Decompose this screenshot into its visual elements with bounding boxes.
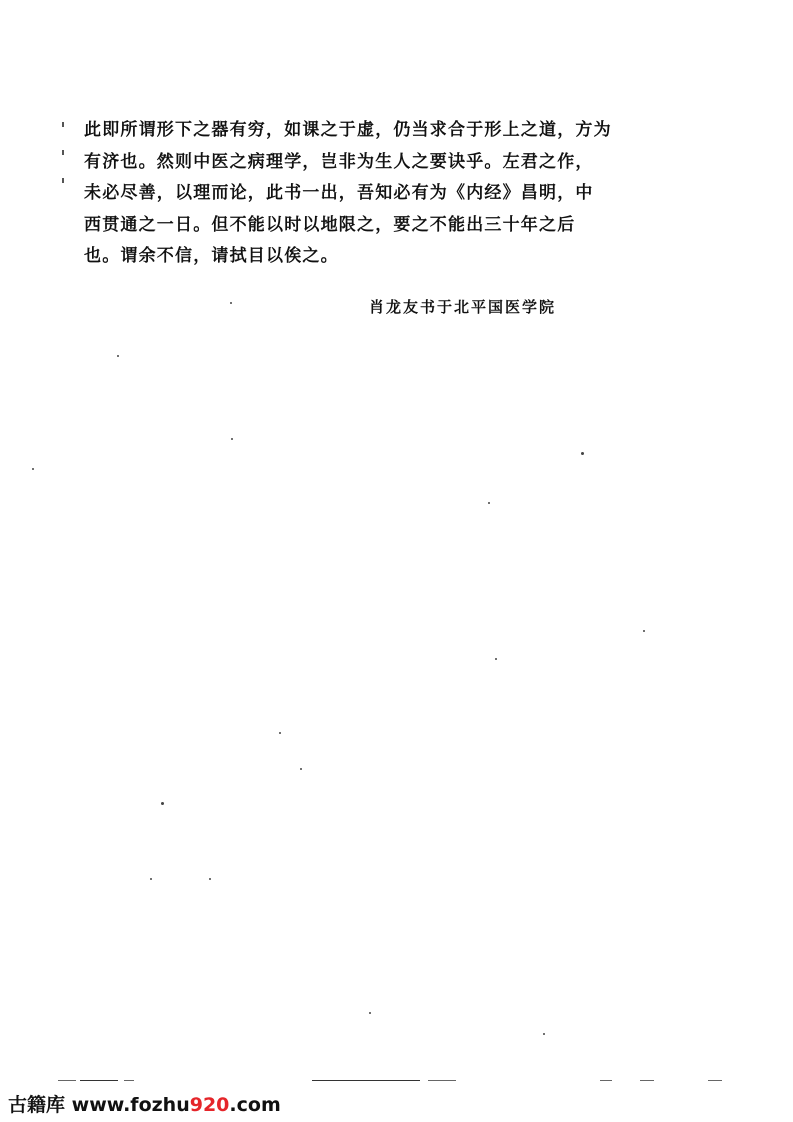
scan-speck bbox=[230, 302, 232, 304]
scan-speck bbox=[643, 630, 645, 632]
author-signature: 肖龙友书于北平国医学院 bbox=[369, 298, 557, 316]
scan-speck bbox=[488, 502, 490, 504]
preface-paragraph bbox=[84, 115, 644, 273]
margin-mark bbox=[62, 122, 64, 127]
scan-artifact-line bbox=[640, 1080, 654, 1081]
paragraph-line: 西贯通之一日。但不能以时以地限之，要之不能出三十年之后 bbox=[84, 214, 576, 235]
paragraph-line: 此即所谓形下之器有穷，如课之于虚，仍当求合于形上之道，方为 bbox=[84, 120, 612, 140]
watermark-url-suffix: .com bbox=[229, 1094, 281, 1116]
scan-speck bbox=[161, 802, 164, 805]
scan-speck bbox=[369, 1012, 371, 1014]
scan-speck bbox=[581, 452, 584, 455]
scan-speck bbox=[231, 438, 233, 440]
scan-speck bbox=[279, 732, 281, 734]
watermark-url-prefix: www.fozhu bbox=[71, 1094, 190, 1116]
paragraph-line: 未必尽善，以理而论，此书一出，吾知必有为《内经》昌明，中 bbox=[84, 183, 594, 203]
paragraph-line: 也。谓余不信，请拭目以俟之。 bbox=[84, 246, 339, 266]
watermark-site-name: 古籍库 bbox=[8, 1094, 66, 1116]
watermark-url-number: 920 bbox=[189, 1094, 230, 1116]
scan-speck bbox=[32, 468, 34, 470]
scan-speck bbox=[209, 878, 211, 880]
scan-speck bbox=[543, 1033, 545, 1035]
scan-artifact-line bbox=[58, 1080, 76, 1081]
margin-mark bbox=[62, 150, 64, 155]
margin-mark bbox=[62, 178, 64, 183]
scan-speck bbox=[117, 355, 119, 357]
scan-artifact-line bbox=[124, 1080, 134, 1081]
scan-artifact-line bbox=[600, 1080, 612, 1081]
scan-speck bbox=[495, 658, 497, 660]
site-watermark bbox=[8, 1090, 281, 1117]
paragraph-line: 有济也。然则中医之病理学，岂非为生人之要诀乎。左君之作， bbox=[84, 151, 594, 172]
scan-artifact-line bbox=[80, 1080, 118, 1081]
scan-artifact-line bbox=[428, 1080, 456, 1081]
scan-speck bbox=[300, 768, 302, 770]
scan-speck bbox=[150, 878, 152, 880]
scan-artifact-line bbox=[708, 1080, 722, 1081]
scan-artifact-line bbox=[312, 1080, 420, 1081]
